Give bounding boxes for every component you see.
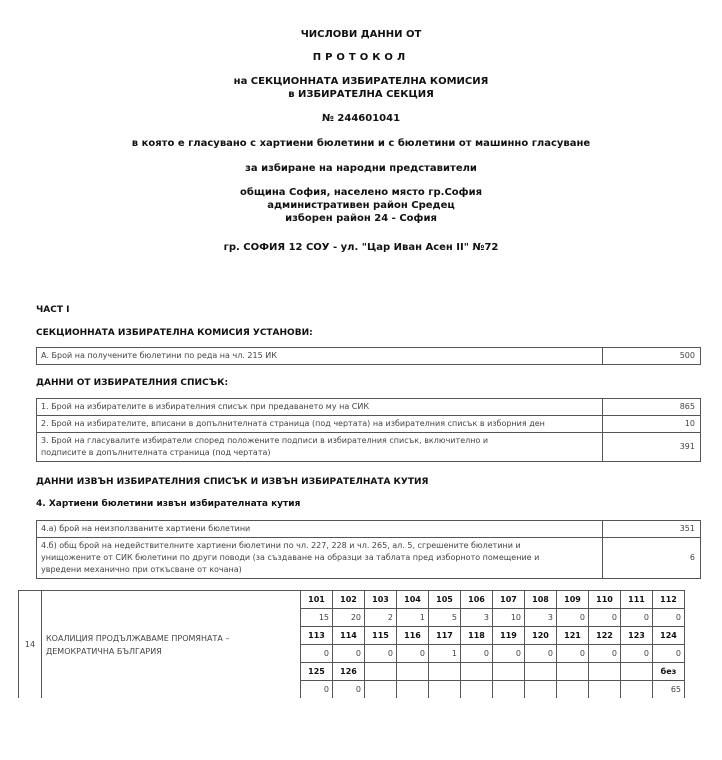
table-row (37, 521, 701, 538)
preference-votes: 0 (525, 645, 557, 663)
candidate-number (525, 663, 557, 681)
table-row (37, 416, 701, 433)
candidate-number: 106 (461, 591, 493, 609)
preference-votes: 0 (493, 645, 525, 663)
row-label: А. Брой на получените бюлетини по реда на чл. 215 ИК (37, 348, 603, 365)
candidate-number: 120 (525, 627, 557, 645)
candidate-number: 103 (365, 591, 397, 609)
preference-votes (429, 681, 461, 699)
candidate-number: 114 (333, 627, 365, 645)
preference-votes: 1 (429, 645, 461, 663)
party-votes-table (18, 590, 685, 698)
preference-votes: 3 (461, 609, 493, 627)
candidate-number: 116 (397, 627, 429, 645)
section-title: в ИЗБИРАТЕЛНА СЕКЦИЯ (288, 89, 434, 100)
outside-heading: ДАННИ ИЗВЪН ИЗБИРАТЕЛНИЯ СПИСЪК И ИЗВЪН ИЗБИРАТЕЛНАТА КУТИЯ (36, 477, 429, 487)
preference-votes: 10 (493, 609, 525, 627)
row-label: 4.б) общ брой на недействителните хартиени бюлетини по чл. 227, 228 и чл. 265, ал. 5, сгрешените бюлетини и унищожените от СИК бюлетини по други поводи (за създаване на образци за таблата пред изборното помещение и увредени механично при откъсване от кочана) (37, 538, 603, 579)
preference-votes: 0 (397, 645, 429, 663)
protocol-title: ПРОТОКОЛ (312, 52, 410, 63)
received-ballots-table (36, 347, 701, 365)
party-name: КОАЛИЦИЯ ПРОДЪЛЖАВАМЕ ПРОМЯНАТА – ДЕМОКРАТИЧНА БЪЛГАРИЯ (42, 591, 301, 699)
preference-votes: 20 (333, 609, 365, 627)
preference-votes (589, 681, 621, 699)
voter-list-heading: ДАННИ ОТ ИЗБИРАТЕЛНИЯ СПИСЪК: (36, 378, 229, 388)
preference-votes: 3 (525, 609, 557, 627)
candidate-number: 115 (365, 627, 397, 645)
candidate-number (365, 663, 397, 681)
candidate-number (397, 663, 429, 681)
preference-votes: 0 (333, 681, 365, 699)
without-preference-label: без (653, 663, 685, 681)
preference-votes: 0 (461, 645, 493, 663)
preference-votes: 0 (653, 609, 685, 627)
location-electoral-region: изборен район 24 - София (285, 213, 437, 224)
polling-address: гр. СОФИЯ 12 СОУ - ул. "Цар Иван Асен II" №72 (223, 242, 499, 253)
preference-votes: 0 (653, 645, 685, 663)
section-number: № 244601041 (321, 113, 401, 124)
row-value: 10 (603, 416, 701, 433)
preference-votes (621, 681, 653, 699)
candidate-number: 113 (301, 627, 333, 645)
preference-votes (365, 681, 397, 699)
candidate-number: 117 (429, 627, 461, 645)
party-index: 14 (19, 591, 42, 699)
part-heading: ЧАСТ I (36, 305, 70, 315)
without-preference-votes: 65 (653, 681, 685, 699)
candidate-number: 107 (493, 591, 525, 609)
candidate-number: 122 (589, 627, 621, 645)
preference-votes (525, 681, 557, 699)
preference-votes (397, 681, 429, 699)
paper-ballots-heading: 4. Хартиени бюлетини извън избирателната кутия (36, 499, 301, 509)
candidate-number: 104 (397, 591, 429, 609)
preference-votes: 0 (301, 645, 333, 663)
candidate-number (461, 663, 493, 681)
voting-type: в която е гласувано с хартиени бюлетини и с бюлетини от машинно гласуване (131, 138, 591, 149)
preference-votes: 2 (365, 609, 397, 627)
row-value: 500 (603, 348, 701, 365)
row-label: 1. Брой на избирателите в избирателния списък при предаването му на СИК (37, 399, 603, 416)
table-row (37, 538, 701, 579)
candidate-number: 108 (525, 591, 557, 609)
commission-title: на СЕКЦИОННАТА ИЗБИРАТЕЛНА КОМИСИЯ (233, 76, 489, 87)
location-municipality: община София, населено място гр.София (239, 187, 483, 198)
candidate-number: 101 (301, 591, 333, 609)
candidate-number (621, 663, 653, 681)
row-label: 4.а) брой на неизползваните хартиени бюлетини (37, 521, 603, 538)
preference-votes: 0 (621, 645, 653, 663)
preference-votes (493, 681, 525, 699)
preference-votes (461, 681, 493, 699)
row-value: 351 (603, 521, 701, 538)
location-district: административен район Средец (267, 200, 455, 211)
preference-votes: 0 (301, 681, 333, 699)
candidate-number (493, 663, 525, 681)
preference-votes: 5 (429, 609, 461, 627)
preference-header-row (19, 591, 685, 609)
doc-title: ЧИСЛОВИ ДАННИ ОТ (300, 29, 422, 40)
candidate-number: 118 (461, 627, 493, 645)
preference-votes: 0 (621, 609, 653, 627)
candidate-number: 124 (653, 627, 685, 645)
row-label: 2. Брой на избирателите, вписани в допълнителната страница (под чертата) на избирателния списък в изборния ден (37, 416, 603, 433)
candidate-number: 112 (653, 591, 685, 609)
preference-votes: 0 (589, 645, 621, 663)
candidate-number: 102 (333, 591, 365, 609)
preference-votes: 0 (589, 609, 621, 627)
preference-votes: 0 (557, 609, 589, 627)
candidate-number: 105 (429, 591, 461, 609)
table-row (37, 399, 701, 416)
candidate-number (429, 663, 461, 681)
candidate-number: 121 (557, 627, 589, 645)
commission-heading: СЕКЦИОННАТА ИЗБИРАТЕЛНА КОМИСИЯ УСТАНОВИ: (36, 328, 313, 338)
election-type: за избиране на народни представители (245, 163, 477, 174)
table-row (37, 348, 701, 365)
preference-votes: 0 (333, 645, 365, 663)
candidate-number: 125 (301, 663, 333, 681)
paper-ballots-table (36, 520, 701, 579)
preference-votes (557, 681, 589, 699)
preference-votes: 15 (301, 609, 333, 627)
row-value: 865 (603, 399, 701, 416)
row-value: 391 (603, 433, 701, 462)
voter-list-table (36, 398, 701, 462)
candidate-number: 109 (557, 591, 589, 609)
candidate-number: 111 (621, 591, 653, 609)
candidate-number: 126 (333, 663, 365, 681)
row-label: 3. Брой на гласувалите избиратели според положените подписи в избирателния списък, включително и подписите в допълнителната страница (под чертата) (37, 433, 603, 462)
row-value: 6 (603, 538, 701, 579)
preference-votes: 1 (397, 609, 429, 627)
candidate-number: 110 (589, 591, 621, 609)
table-row (37, 433, 701, 462)
candidate-number: 119 (493, 627, 525, 645)
candidate-number: 123 (621, 627, 653, 645)
candidate-number (589, 663, 621, 681)
preference-votes: 0 (557, 645, 589, 663)
preference-votes: 0 (365, 645, 397, 663)
candidate-number (557, 663, 589, 681)
